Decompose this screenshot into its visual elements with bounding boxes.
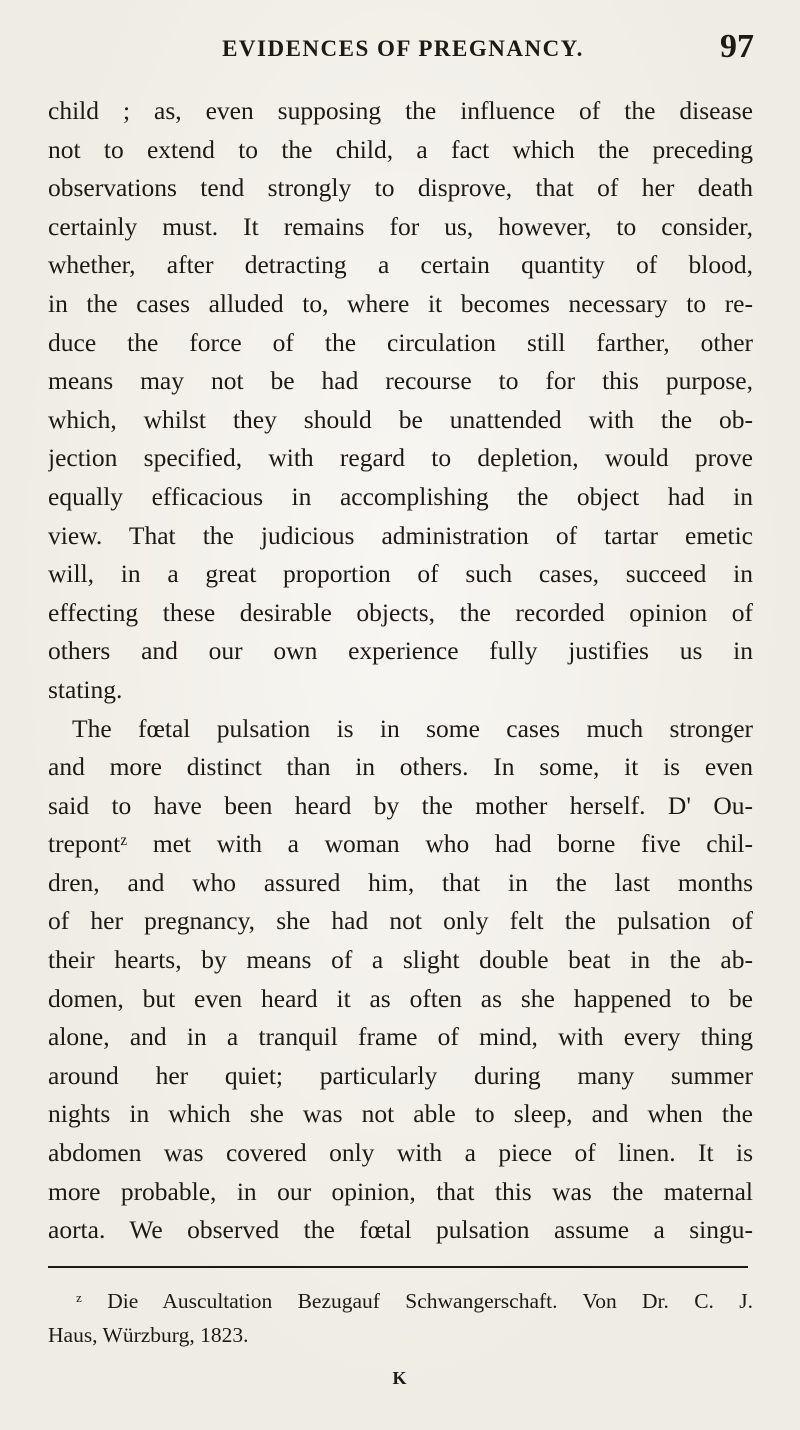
text-line: The fœtal pulsation is in some cases much stronger <box>72 713 753 743</box>
footnote-line: Haus, Würzburg, 1823. <box>48 1323 249 1347</box>
text-line: trepontᶻ met with a woman who had borne five chil- <box>48 829 753 859</box>
text-line: others and our own experience fully justifies us in <box>48 636 753 666</box>
text-line: means may not be had recourse to for this purpose, <box>48 366 753 396</box>
text-line: said to have been heard by the mother herself. D' Ou- <box>48 790 753 820</box>
text-line: which, whilst they should be unattended with the ob- <box>48 404 753 434</box>
text-line: stating. <box>48 674 123 704</box>
text-line: alone, and in a tranquil frame of mind, with every thing <box>48 1022 753 1052</box>
running-head: EVIDENCES OF PREGNANCY. <box>222 36 584 61</box>
text-line: domen, but even heard it as often as she happened to be <box>48 983 753 1013</box>
page-header <box>48 30 758 74</box>
body-text <box>48 92 753 1250</box>
text-line: jection specified, with regard to depletion, would prove <box>48 443 753 473</box>
text-line: their hearts, by means of a slight double beat in the ab- <box>48 945 753 975</box>
text-line: more probable, in our opinion, that this was the maternal <box>48 1176 753 1206</box>
text-line: equally efficacious in accomplishing the object had in <box>48 481 753 511</box>
signature-mark: K <box>392 1368 408 1388</box>
footnote <box>48 1284 753 1352</box>
page-number: 97 <box>720 28 754 65</box>
text-line: nights in which she was not able to sleep, and when the <box>48 1099 753 1129</box>
footnote-rule <box>48 1266 748 1268</box>
text-line: abdomen was covered only with a piece of linen. It is <box>48 1138 753 1168</box>
text-line: aorta. We observed the fœtal pulsation assume a singu- <box>48 1215 753 1245</box>
text-line: certainly must. It remains for us, however, to consider, <box>48 211 753 241</box>
text-line: effecting these desirable objects, the recorded opinion of <box>48 597 753 627</box>
text-line: not to extend to the child, a fact which the preceding <box>48 134 753 164</box>
text-line: around her quiet; particularly during many summer <box>48 1060 753 1090</box>
text-line: in the cases alluded to, where it becomes necessary to re- <box>48 288 753 318</box>
footnote-line: ᶻ Die Auscultation Bezugauf Schwangerschaft. Von Dr. C. J. <box>76 1289 753 1313</box>
text-line: and more distinct than in others. In some, it is even <box>48 752 753 782</box>
text-line: will, in a great proportion of such cases, succeed in <box>48 559 753 589</box>
text-line: child ; as, even supposing the influence of the disease <box>48 96 753 125</box>
text-line: of her pregnancy, she had not only felt the pulsation of <box>48 906 753 936</box>
text-line: whether, after detracting a certain quantity of blood, <box>48 250 753 280</box>
text-line: duce the force of the circulation still farther, other <box>48 327 753 357</box>
text-line: view. That the judicious administration of tartar emetic <box>48 520 753 550</box>
text-line: dren, and who assured him, that in the last months <box>48 867 753 897</box>
text-line: observations tend strongly to disprove, that of her death <box>48 173 753 203</box>
